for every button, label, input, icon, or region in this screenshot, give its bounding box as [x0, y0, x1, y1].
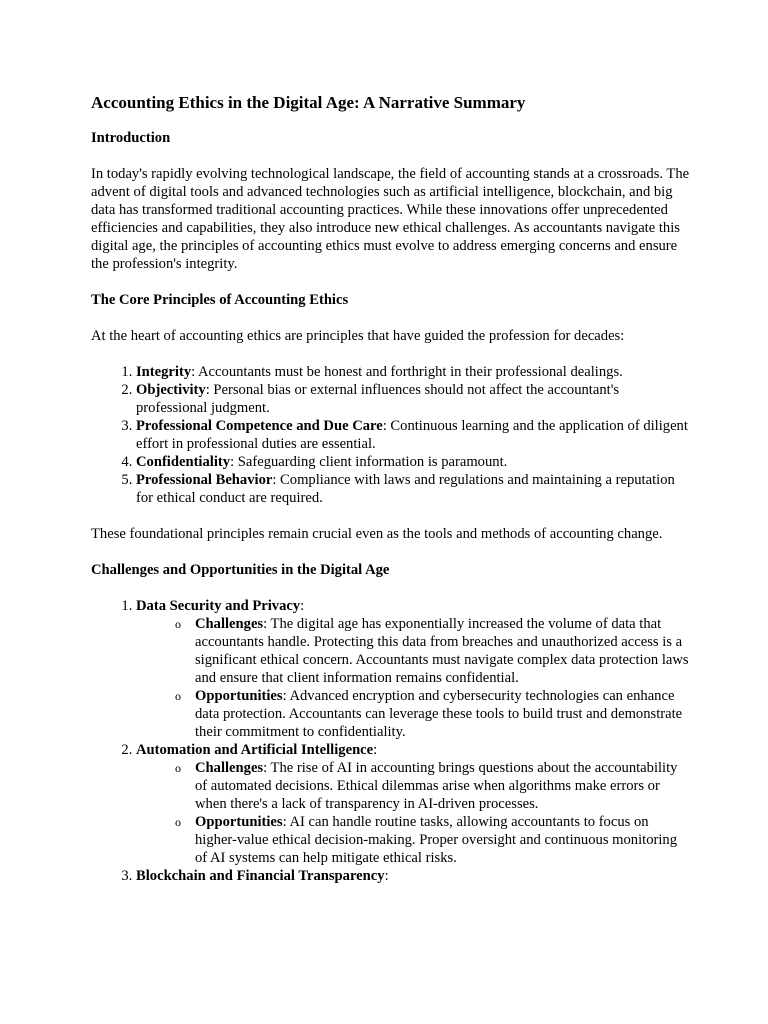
challenge-suffix: : [373, 742, 378, 758]
challenges-heading: Challenges and Opportunities in the Digital Age [91, 562, 390, 578]
sub-item-term: Opportunities [195, 814, 283, 830]
principle-text: : Personal bias or external influences should not affect the accountant's professional judgment. [136, 382, 620, 416]
challenge-sub-list [136, 759, 691, 867]
list-item [136, 867, 691, 885]
sub-list-item [181, 759, 691, 813]
sub-item-text: : The rise of AI in accounting brings questions about the accountability of automated decisions. Ethical dilemmas arise when algorithms make errors or when there's a lack of transparency in AI-driven processes. [195, 760, 678, 812]
principles-list [91, 363, 691, 507]
sub-item-text: : Advanced encryption and cybersecurity technologies can enhance data protection. Accountants can leverage these tools to build trust and demonstrate their commitment to confidentiality. [195, 688, 683, 740]
list-item [136, 471, 691, 507]
challenge-sub-list [136, 615, 691, 741]
principle-text: : Accountants must be honest and forthright in their professional dealings. [191, 364, 623, 380]
challenge-term: Automation and Artificial Intelligence [136, 742, 374, 758]
introduction-paragraph: In today's rapidly evolving technological landscape, the field of accounting stands at a crossroads. The advent of digital tools and advanced technologies such as artificial intelligence, blockchain, and big data has transformed traditional accounting practices. While these innovations offer unprecedented efficiencies and capabilities, they also introduce new ethical challenges. As accountants navigate this digital age, the principles of accounting ethics must evolve to address emerging concerns and ensure the profession's integrity. [91, 166, 690, 272]
sub-item-term: Opportunities [195, 688, 283, 704]
challenge-suffix: : [300, 598, 305, 614]
list-item [136, 741, 691, 867]
list-item [136, 453, 691, 471]
sub-list-item [181, 615, 691, 687]
list-item [136, 417, 691, 453]
core-principles-closing: These foundational principles remain crucial even as the tools and methods of accounting change. [91, 526, 663, 542]
challenge-term: Data Security and Privacy [136, 598, 301, 614]
challenge-term: Blockchain and Financial Transparency [136, 868, 385, 884]
principle-text: : Compliance with laws and regulations and maintaining a reputation for ethical conduct are required. [136, 472, 675, 506]
list-item [136, 597, 691, 741]
sub-list-item [181, 687, 691, 741]
challenges-list [91, 597, 691, 885]
introduction-heading: Introduction [91, 130, 171, 146]
sub-item-text: : AI can handle routine tasks, allowing accountants to focus on higher-value ethical decision-making. Proper oversight and continuous monitoring of AI systems can help mitigate ethical risks. [195, 814, 677, 866]
list-item [136, 363, 691, 381]
sub-item-term: Challenges [195, 616, 264, 632]
core-principles-heading: The Core Principles of Accounting Ethics [91, 292, 349, 308]
sub-list-item [181, 813, 691, 867]
principle-text: : Safeguarding client information is paramount. [230, 454, 508, 470]
principle-text: : Continuous learning and the application of diligent effort in professional duties are essential. [136, 418, 688, 452]
list-item [136, 381, 691, 417]
challenge-suffix: : [384, 868, 389, 884]
principle-term: Objectivity [136, 382, 206, 398]
principle-term: Professional Competence and Due Care [136, 418, 383, 434]
document-page [91, 92, 691, 903]
document-title: Accounting Ethics in the Digital Age: A Narrative Summary [91, 93, 526, 112]
principle-term: Integrity [136, 364, 192, 380]
core-principles-intro: At the heart of accounting ethics are principles that have guided the profession for decades: [91, 328, 625, 344]
principle-term: Confidentiality [136, 454, 231, 470]
principle-term: Professional Behavior [136, 472, 273, 488]
sub-item-term: Challenges [195, 760, 264, 776]
sub-item-text: : The digital age has exponentially increased the volume of data that accountants handle. Protecting this data from breaches and unauthorized access is a significant ethical concern. Accountants must navigate complex data protection laws and ensure that client information remains confidential. [195, 616, 689, 686]
